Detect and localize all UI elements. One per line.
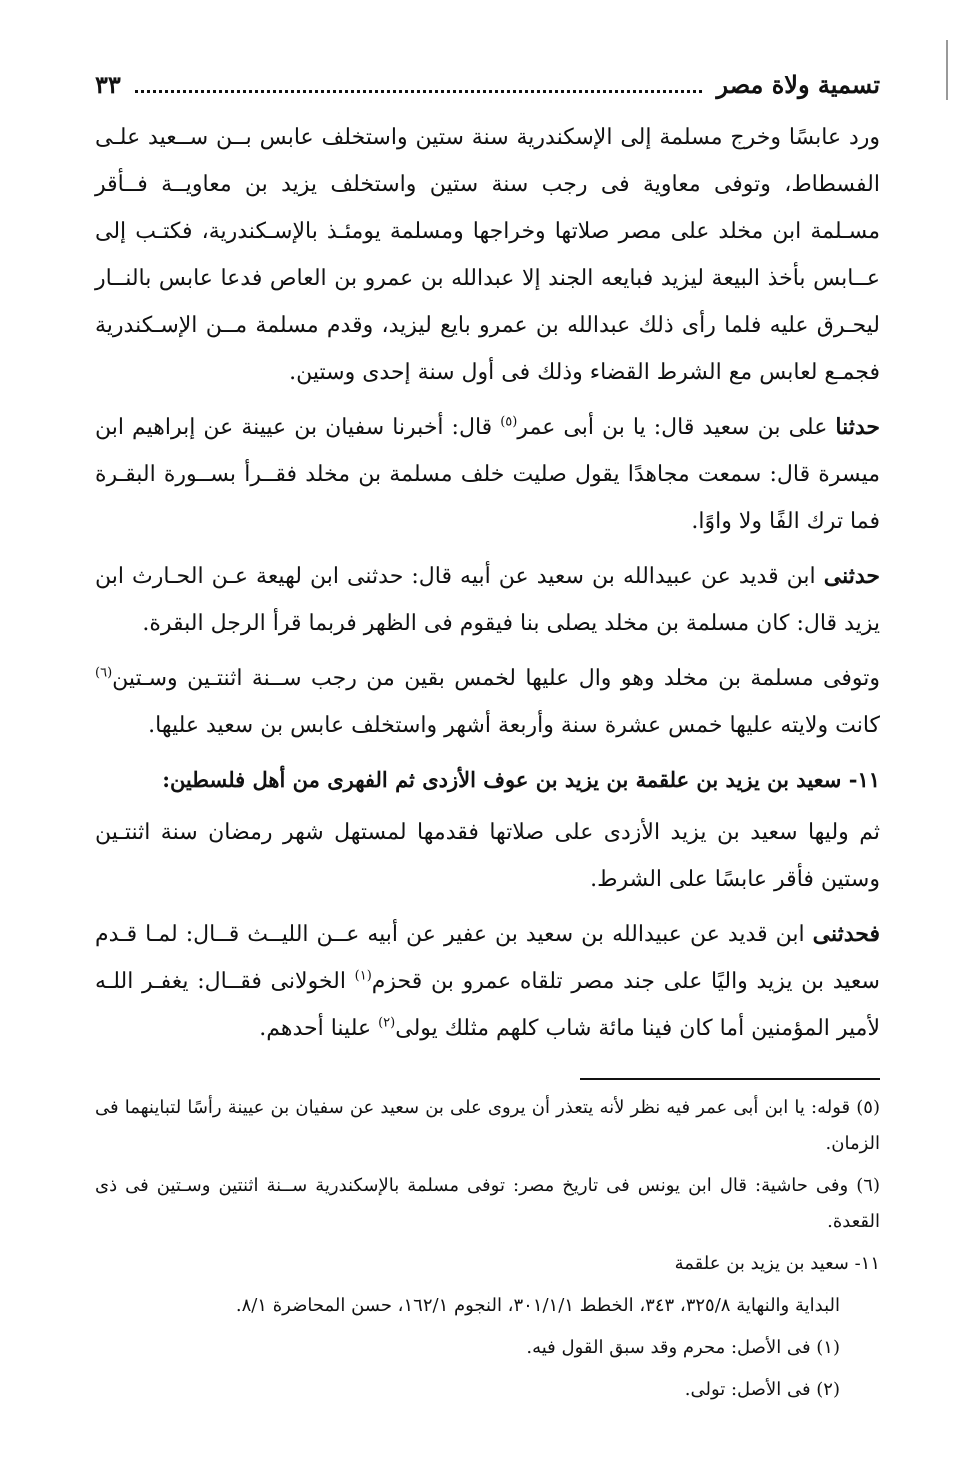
paragraph-4-text: وتوفى مسلمة بن مخلد وهو وال عليها لخمس بقين من رجب ســنة اثنتـين وسـتين <box>112 666 880 691</box>
footnote-2: (٢) فى الأصل: تولى. <box>684 1379 840 1400</box>
paragraph-1 <box>95 114 880 396</box>
paragraph-4-text-cont: كانت ولايته عليها خمس عشرة سنة وأربعة أشهر واستخلف عابس بن سعيد عليها. <box>148 713 880 738</box>
section-heading: ١١- سعيد بن يزيد بن علقمة بن يزيد بن عوف الأزدى ثم الفهرى من أهل فلسطين: <box>162 767 880 792</box>
footnote-biography-title: ١١- سعيد بن يزيد بن علقمة <box>674 1253 880 1274</box>
footnotes <box>95 1090 880 1408</box>
footnote-ref-6[interactable]: (٦) <box>95 665 113 681</box>
footnote-1: (١) فى الأصل: محرم وقد سبق القول فيه. <box>526 1337 840 1358</box>
running-header <box>95 70 880 114</box>
paragraph-2-text-cont: قال: أخبرنا سفيان بن عيينة عن إبراهيم ابن ميسرة قال: سمعت مجاهدًا يقول صليت خلف مسلمة بن مخلد فقــرأ بســورة البقـرة فما ترك الفًا ولا واوًا. <box>95 415 880 534</box>
paragraph-6 <box>95 911 880 1052</box>
paragraph-3-lead: حدثنى <box>823 563 880 589</box>
paragraph-6-text-cont: الخولانى فقــال: يغفـر اللـه لأمير المؤمنين أما كان فينا مائة شاب كلهم مثلك يولى <box>95 969 880 1041</box>
footnote-biography-sources: البداية والنهاية ٣٢٥/٨، ٣٤٣، الخطط ٣٠١/١/١، النجوم ١٦٢/١، حسن المحاضرة ٨/١. <box>235 1295 840 1316</box>
footnote-separator <box>580 1078 880 1080</box>
paragraph-6-lead: فحدثنى <box>812 921 880 947</box>
header-dot-leader <box>135 90 703 93</box>
scan-edge-mark <box>946 40 948 100</box>
footnote-ref-2[interactable]: (٢) <box>378 1015 396 1031</box>
footnote-6: (٦) وفى حاشية: قال ابن يونس فى تاريخ مصر: توفى مسلمة بالإسكندرية ســنة اثنتين وسـتين فى ذى القعدة. <box>95 1175 880 1232</box>
paragraph-3-text: ابن قديد عن عبيدالله بن سعيد عن أبيه قال: حدثنى ابن لهيعة عـن الحـارث ابن يزيد قال: كان مسلمة بن مخلد يصلى بنا فيقوم فى الظهر فربما قرأ الرجل البقرة. <box>95 564 880 636</box>
paragraph-4 <box>95 655 880 749</box>
footnote-ref-5[interactable]: (٥) <box>500 414 518 430</box>
paragraph-1-text: ورد عابسًا وخرج مسلمة إلى الإسكندرية سنة ستين واستخلف عابس بــن ســعيد علـى الفسطاط، وتوفى معاوية فى رجب سنة ستين واستخلف يزيد بن معاويــة فــأقر مسـلمة ابن مخلد على مصر صلاتها وخراجها ومسلمة يومئـذ بالإسـكندرية، فكتـب إلى عــابس بأخذ البيعة ليزيد فبايعه الجند إلا عبدالله بن عمرو بن العاص فدعا عابس بالنــار ليحـرق عليه فلما رأى ذلك عبدالله بن عمرو بايع ليزيد، وقدم مسلمة مــن الإسـكندرية فجمـع لعابس مع الشرط القضاء وذلك فى أول سنة إحدى وستين. <box>95 125 880 385</box>
footnote-ref-1[interactable]: (١) <box>354 968 372 984</box>
paragraph-5-text: ثم وليها سعيد بن يزيد الأزدى على صلاتها فقدمها لمستهل شهر رمضان سنة اثنتـين وستين فأقر عابسًا على الشرط. <box>95 820 880 892</box>
paragraph-6-text-end: علينا أحدهم. <box>259 1016 379 1041</box>
paragraph-2-text: على بن سعيد قال: يا بن أبى عمر <box>517 415 836 440</box>
page-number: ٣٣ <box>95 70 121 99</box>
footnote-5: (٥) قوله: يا ابن أبى عمر فيه نظر لأنه يتعذر أن يروى على بن سعيد عن سفيان بن عيينة رأسًا لتباينهما فى الزمان. <box>95 1097 880 1154</box>
paragraph-2-lead: حدثنا <box>835 414 880 440</box>
paragraph-3 <box>95 553 880 647</box>
paragraph-6-text: ابن قديد عن عبيدالله بن سعيد بن عفير عن أبيه عــن الليــث قــال: لمـا قـدم سعيد بن يزيد واليًا على جند مصر تلقاه عمرو بن قحزم <box>95 922 880 994</box>
book-page <box>95 70 880 1400</box>
header-title: تسمية ولاة مصر <box>716 70 880 99</box>
paragraph-2 <box>95 404 880 545</box>
paragraph-5 <box>95 809 880 903</box>
